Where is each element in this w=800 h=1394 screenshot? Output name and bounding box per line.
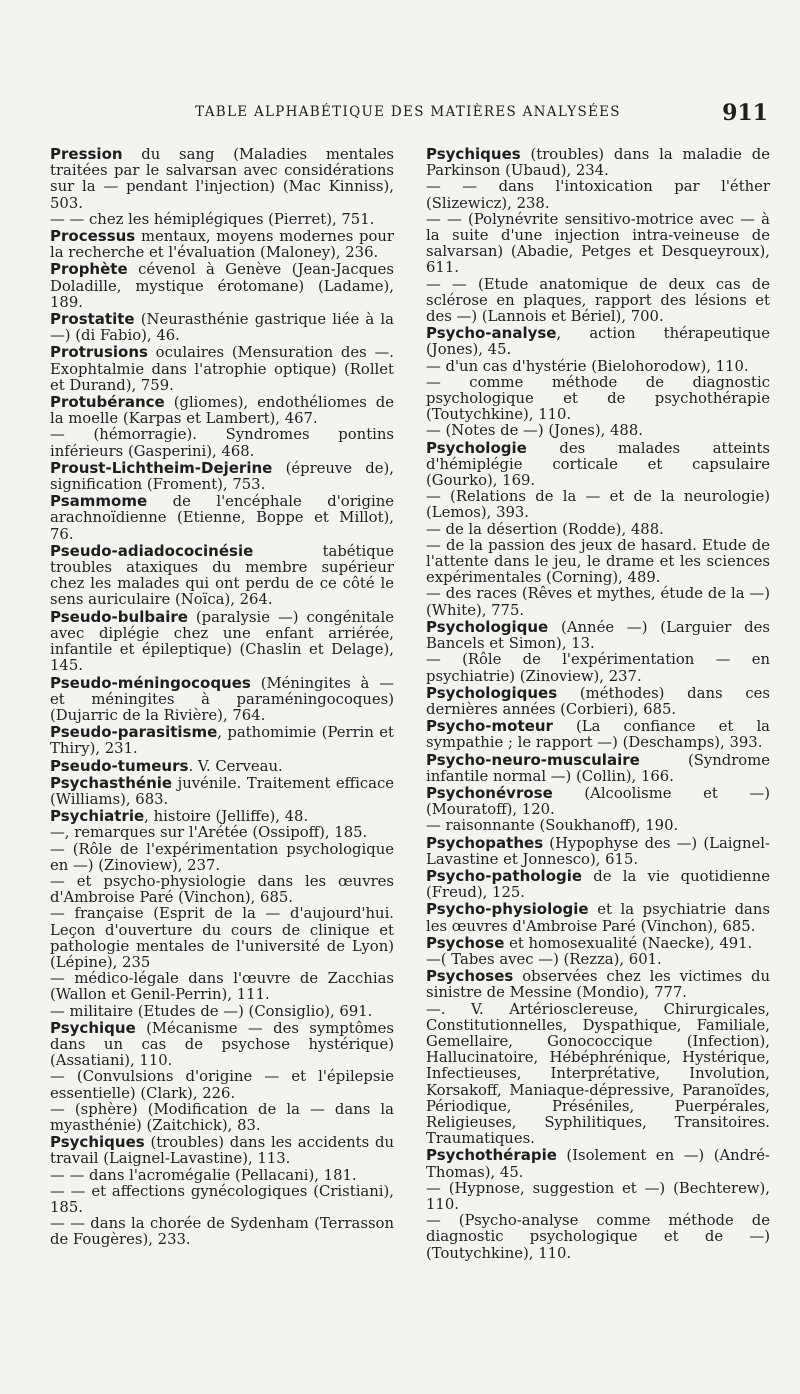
entry-text: , pathomimie (Perrin et Thiry), 231.	[50, 724, 394, 758]
index-entry	[50, 212, 394, 228]
entry-text: — et psycho-physiologie dans les œuvres d'Ambroise Paré (Vinchon), 685.	[50, 872, 394, 907]
entry-text: de la vie quotidienne (Freud), 125.	[426, 867, 770, 902]
index-entry	[50, 775, 394, 808]
entry-text: — médico-légale dans l'œuvre de Zacchias (Wallon et Genil-Perrin), 111.	[50, 970, 394, 1004]
entry-text: (gliomes), endothéliomes de la moelle (Karpas et Lambert), 467.	[50, 394, 394, 428]
entry-text: — raisonnante (Soukhanoff), 190.	[426, 817, 679, 835]
entry-text: (épreuve de), signification (Froment), 753.	[50, 459, 394, 494]
entry-text: oculaires (Mensuration des —. Exophtalmie dans l'atrophie optique) (Rollet et Durand), 759.	[50, 344, 394, 394]
entry-text: et la psychiatrie dans les œuvres d'Ambroise Paré (Vinchon), 685.	[426, 901, 770, 935]
entry-text: cévenol à Genève (Jean-Jacques Doladille, mystique érotomane) (Ladame), 189.	[50, 261, 394, 311]
index-entry	[426, 718, 770, 751]
index-entry	[426, 752, 770, 785]
entry-text: — française (Esprit de la — d'aujourd'hui. Leçon d'ouverture du cours de clinique et pathologie mentales de l'université de Lyon) (Lépine), 235	[50, 905, 394, 971]
index-entry	[426, 901, 770, 934]
right-column	[426, 146, 770, 1262]
entry-text: , action thérapeutique (Jones), 45.	[426, 325, 770, 359]
index-entry	[50, 906, 394, 971]
entry-text: (Année —) (Larguier des Bancels et Simon), 13.	[426, 618, 770, 653]
index-entry	[426, 619, 770, 652]
index-entry	[50, 311, 394, 344]
index-entry	[50, 493, 394, 543]
index-entry	[426, 538, 770, 587]
entry-text: (Syndrome infantile normal —) (Collin), 166.	[426, 751, 770, 785]
index-entry	[50, 1184, 394, 1216]
entry-text: — (Relations de la — et de la neurologie) (Lemos), 393.	[426, 488, 770, 522]
entry-text: (La confiance et la sympathie ; le rapport —) (Deschamps), 393.	[426, 718, 770, 752]
entry-text: — d'un cas d'hystérie (Bielohorodow), 110.	[426, 357, 749, 375]
index-entry	[50, 724, 394, 757]
entry-text: — — (Etude anatomique de deux cas de sclérose en plaques, rapport des lésions et des —) (Lannois et Bériel), 700.	[426, 275, 770, 326]
entry-text: — — dans la chorée de Sydenham (Terrasson de Fougères), 233.	[50, 1215, 394, 1249]
entry-headword: Processus	[50, 227, 136, 246]
page-header	[48, 100, 768, 130]
index-entry	[50, 344, 394, 394]
index-entry	[426, 1147, 770, 1180]
entry-text: — — chez les hémiplégiques (Pierret), 751.	[50, 210, 375, 228]
entry-text: de l'encéphale d'origine arachnoïdienne (Etienne, Boppe et Millot), 76.	[50, 493, 394, 543]
entry-headword: Pression	[50, 145, 123, 163]
entry-headword: Psychologique	[426, 617, 549, 636]
entry-text: mentaux, moyens modernes pour la recherche et l'évaluation (Maloney), 236.	[50, 228, 394, 262]
entry-text: — (Notes de —) (Jones), 488.	[426, 422, 643, 440]
entry-headword: Psychiatrie	[50, 807, 145, 826]
index-entry	[426, 212, 770, 277]
index-entry	[426, 868, 770, 901]
entry-headword: Proust-Lichtheim-Dejerine	[50, 458, 273, 477]
left-column	[50, 146, 394, 1249]
index-entry	[426, 935, 770, 952]
entry-headword: Pseudo-parasitisme	[50, 723, 218, 742]
index-entry	[426, 359, 770, 375]
entry-text: — (hémorragie). Syndromes pontins inférieurs (Gasperini), 468.	[50, 426, 394, 460]
entry-text: . V. Cerveau.	[188, 757, 283, 775]
index-entry	[426, 489, 770, 521]
index-entry	[426, 423, 770, 439]
entry-text: —, remarques sur l'Arétée (Ossipoff), 185.	[50, 824, 368, 842]
entry-text: — (Convulsions d'origine — et l'épilepsie essentielle) (Clark), 226.	[50, 1068, 394, 1102]
entry-text: (paralysie —) congénitale avec diplégie chez une enfant arriérée, infantile et épileptique) (Chaslin et Delage), 145.	[50, 608, 394, 675]
entry-headword: Psycho-analyse	[426, 324, 557, 343]
entry-text: (Neurasthénie gastrique liée à la —) (di Fabio), 46.	[50, 311, 394, 345]
index-entry	[50, 758, 394, 775]
entry-headword: Psychiques	[50, 1133, 145, 1152]
index-entry	[50, 1102, 394, 1134]
index-entry	[50, 1069, 394, 1101]
entry-headword: Psycho-pathologie	[426, 866, 583, 885]
index-entry	[50, 971, 394, 1003]
index-entry	[426, 586, 770, 618]
index-entry	[50, 675, 394, 725]
index-entry	[426, 652, 770, 684]
entry-text: — — et affections gynécologiques (Cristiani), 185.	[50, 1182, 394, 1216]
index-entry	[50, 1020, 394, 1070]
index-entry	[50, 609, 394, 675]
index-entry	[426, 325, 770, 358]
entry-text: — comme méthode de diagnostic psychologique et de psychothérapie (Toutychkine), 110.	[426, 373, 770, 424]
entry-text: — (sphère) (Modification de la — dans la myasthénie) (Zaitchick), 83.	[50, 1100, 394, 1134]
entry-text: — de la désertion (Rodde), 488.	[426, 520, 664, 538]
index-entry	[50, 1168, 394, 1184]
entry-headword: Psychasthénie	[50, 773, 173, 792]
index-entry	[50, 543, 394, 609]
page-number: 911	[722, 100, 768, 126]
entry-headword: Psychose	[426, 933, 505, 952]
index-entry	[50, 228, 394, 261]
entry-text: — des races (Rêves et mythes, étude de la —) (White), 775.	[426, 585, 770, 619]
entry-text: (Hypophyse des —) (Laignel-Lavastine et Jonnesco), 615.	[426, 834, 770, 868]
entry-text: (Isolement en —) (André-Thomas), 45.	[426, 1147, 770, 1181]
index-entry	[426, 277, 770, 326]
entry-headword: Psammome	[50, 492, 148, 511]
entry-text: —. V. Artériosclereuse, Chirurgicales, Constitutionnelles, Dyspathique, Familiale, Gemellaire, Gonococcique (Infection), Hallucinatoire, Hébéphrénique, Hystérique, Infectieuses, Interprétative, Involution, Korsakoff, Maniaque-dépressive, Paranoïdes, Périodique, Préséniles, Puerpérales, Religieuses, Syphilitiques, Transitoires. Traumatiques.	[426, 1000, 770, 1148]
index-entry	[50, 146, 394, 212]
index-entry	[50, 427, 394, 459]
entry-text: (Mécanisme — des symptômes dans un cas de psychose hystérique) (Assatiani), 110.	[50, 1019, 394, 1070]
index-entry	[50, 460, 394, 493]
index-entry	[426, 146, 770, 179]
entry-headword: Psychique	[50, 1018, 136, 1037]
entry-headword: Protrusions	[50, 343, 148, 362]
index-entry	[426, 522, 770, 538]
entry-headword: Psycho-physiologie	[426, 900, 589, 919]
entry-text: observées chez les victimes du sinistre de Messine (Mondio), 777.	[426, 968, 770, 1002]
index-entry	[426, 1213, 770, 1262]
index-entry	[426, 785, 770, 818]
index-entry	[50, 1004, 394, 1020]
index-entry	[426, 835, 770, 868]
running-title: TABLE ALPHABÉTIQUE DES MATIÈRES ANALYSÉES	[195, 104, 621, 120]
index-entry	[426, 818, 770, 834]
entry-text: — — dans l'intoxication par l'éther (Slizewicz), 238.	[426, 178, 770, 212]
entry-text: — — dans l'acromégalie (Pellacani), 181.	[50, 1166, 357, 1184]
entry-text: — de la passion des jeux de hasard. Etude de l'attente dans le jeu, le drame et les sciences expérimentales (Corning), 489.	[426, 536, 770, 587]
index-entry	[50, 874, 394, 906]
entry-text: des malades atteints d'hémiplégie corticale et capsulaire (Gourko), 169.	[426, 439, 770, 490]
entry-headword: Psycho-neuro-musculaire	[426, 750, 640, 769]
entry-text: (troubles) dans les accidents du travail (Laignel-Lavastine), 113.	[50, 1134, 394, 1168]
entry-headword: Psycho-moteur	[426, 717, 553, 736]
entry-text: (Méningites à — et méningites à paraméningocoques) (Dujarric de la Rivière), 764.	[50, 674, 394, 724]
index-entry	[50, 808, 394, 825]
entry-text: , histoire (Jelliffe), 48.	[144, 808, 309, 826]
entry-headword: Psychonévrose	[426, 783, 553, 802]
entry-text: et homosexualité (Naecke), 491.	[504, 934, 753, 952]
entry-headword: Psychologie	[426, 438, 527, 457]
entry-text: — militaire (Etudes de —) (Consiglio), 691.	[50, 1002, 373, 1020]
entry-headword: Pseudo-tumeurs	[50, 756, 189, 775]
entry-text: juvénile. Traitement efficace (Williams), 683.	[50, 774, 394, 808]
entry-text: — (Hypnose, suggestion et —) (Bechterew), 110.	[426, 1179, 770, 1213]
entry-headword: Pseudo-méningocoques	[50, 673, 251, 692]
index-entry	[426, 179, 770, 211]
entry-text: — (Rôle de l'expérimentation — en psychiatrie) (Zinoview), 237.	[426, 651, 770, 685]
index-entry	[426, 685, 770, 718]
index-entry	[50, 825, 394, 841]
entry-headword: Psychiques	[426, 145, 521, 163]
index-entry	[50, 1216, 394, 1248]
entry-text: (Alcoolisme et —) (Mouratoff), 120.	[426, 784, 770, 819]
entry-headword: Psychothérapie	[426, 1146, 557, 1165]
entry-text: —( Tabes avec —) (Rezza), 601.	[426, 950, 662, 968]
entry-headword: Pseudo-bulbaire	[50, 607, 188, 626]
entry-text: — — (Polynévrite sensitivo-motrice avec — à la suite d'une injection intra-veineuse de salvarsan) (Abadie, Petges et Desqueyroux), 611.	[426, 210, 770, 277]
index-entry	[426, 440, 770, 490]
index-entry	[426, 375, 770, 424]
index-entry	[50, 842, 394, 874]
entry-headword: Psychologiques	[426, 683, 558, 702]
entry-headword: Psychopathes	[426, 833, 544, 852]
index-entry	[426, 1002, 770, 1148]
index-entry	[50, 394, 394, 427]
entry-text: — (Psycho-analyse comme méthode de diagnostic psychologique et de —) (Toutychkine), 110.	[426, 1212, 770, 1262]
index-entry	[426, 1181, 770, 1213]
entry-headword: Pseudo-adiadococinésie	[50, 541, 254, 560]
entry-text: tabétique troubles ataxiques du membre supérieur chez les malades qui ont perdu de ce côté le sens auriculaire (Noïca), 264.	[50, 542, 394, 609]
index-entry	[50, 261, 394, 311]
entry-text: (troubles) dans la maladie de Parkinson (Ubaud), 234.	[426, 146, 770, 180]
index-entry	[426, 968, 770, 1001]
index-entry	[426, 952, 770, 968]
entry-text: — (Rôle de l'expérimentation psychologique en —) (Zinoview), 237.	[50, 840, 394, 874]
index-entry	[50, 1134, 394, 1167]
entry-headword: Protubérance	[50, 393, 165, 412]
entry-headword: Psychoses	[426, 967, 514, 986]
entry-headword: Prostatite	[50, 310, 135, 329]
entry-text: du sang (Maladies mentales traitées par le salvarsan avec considérations sur la — pendant l'injection) (Mac Kinniss), 503.	[50, 146, 394, 212]
entry-headword: Prophète	[50, 260, 128, 279]
entry-text: (méthodes) dans ces dernières années (Corbieri), 685.	[426, 684, 770, 718]
